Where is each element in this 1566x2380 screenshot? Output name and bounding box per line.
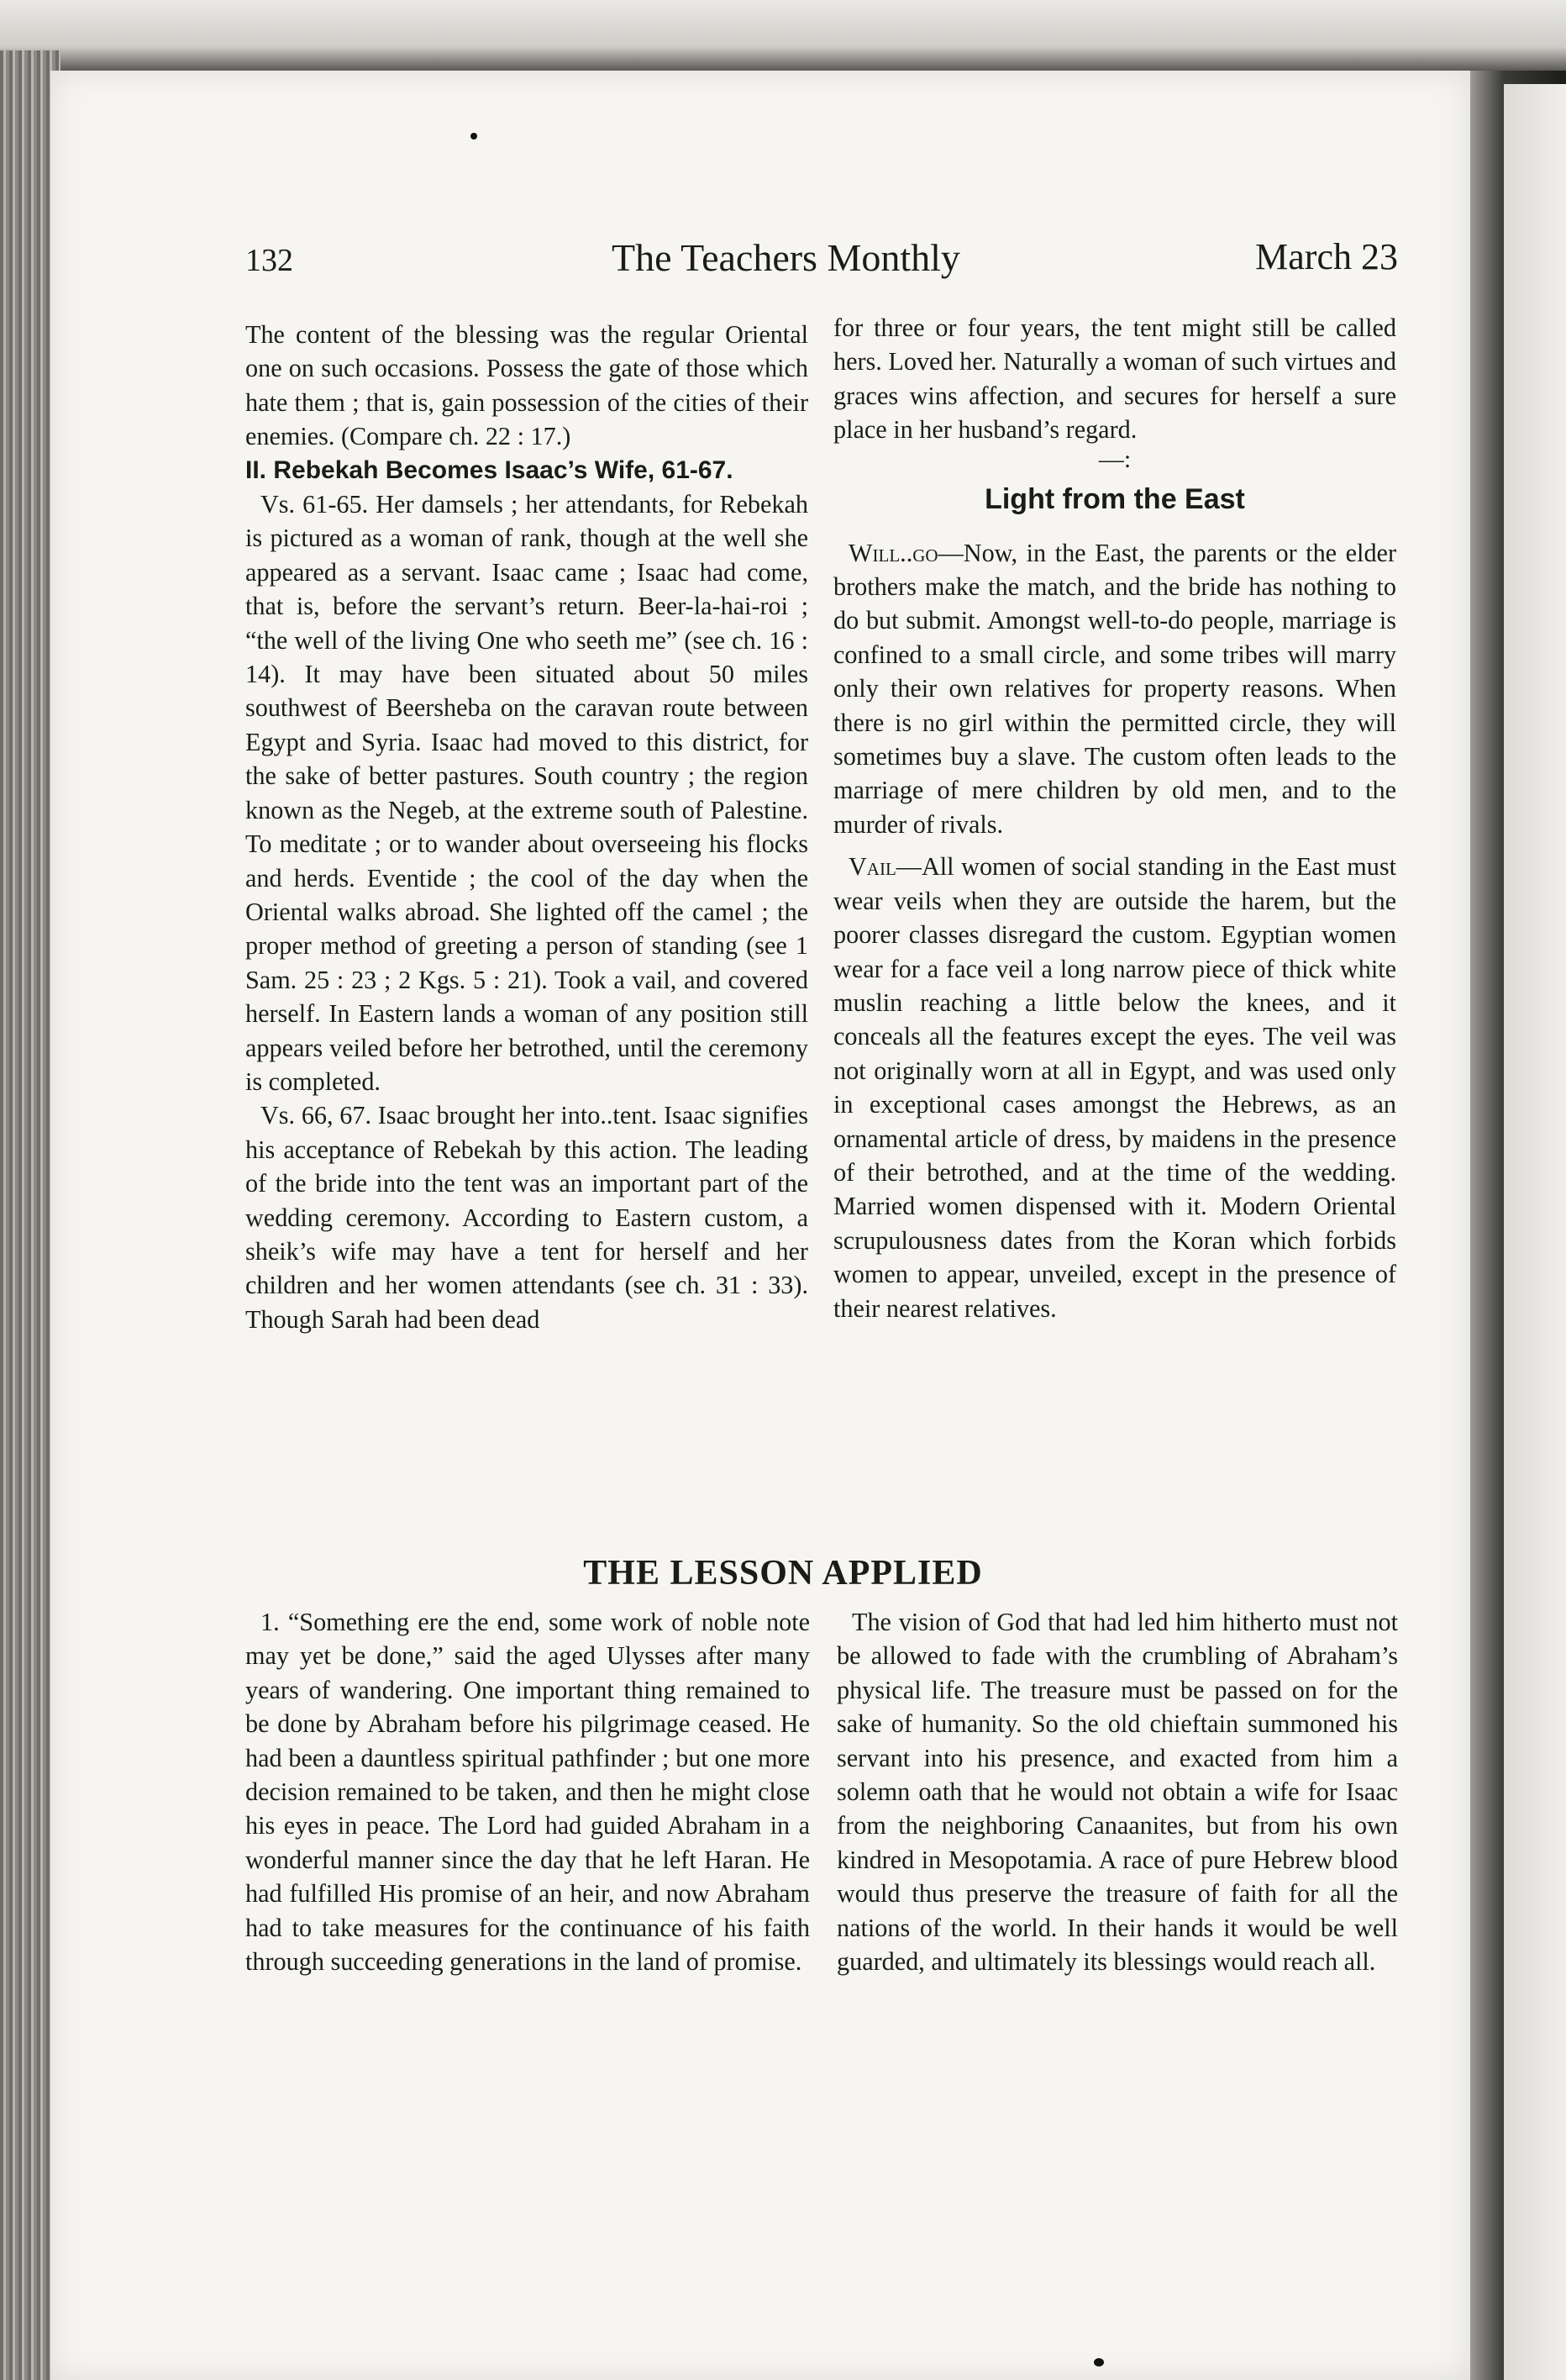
paragraph: Vs. 66, 67. Isaac brought her into..tent. Isaac signifies his acceptance of Rebekah by this action. The leading of the bride into the tent was an important part of the wedding ceremony. According to Eastern custom, a sheik’s wife may have a tent for herself and her children and her women attendants (see ch. 31 : 33). Though Sarah had been dead: [245, 1101, 808, 1334]
paragraph: 1. “Something ere the end, some work of noble note may yet be done,” said the aged Ulysses after many years of wandering. One important thing remained to be done by Abraham before his pilgrimage ceased. He had been a dauntless spiritual pathfinder ; but one more decision remained to be taken, and then he might close his eyes in peace. The Lord had guided Abraham in a wonderful manner since the day that he left Haran. He had fulfilled His promise of an heir, and now Abraham had to take measures for the continuance of his faith through succeeding generations in the land of promise.: [245, 1608, 810, 1977]
entry-text: —Now, in the East, the parents or the elder brothers make the match, and the bride has nothing to do but submit. Amongst well-to-do people, marriage is confined to a small circle, and some tribes will marry only their own relatives for property reasons. When there is no girl within the permitted circle, they will sometimes buy a slave. The custom often leads to the marriage of mere children by old men, and to the murder of rivals.: [833, 538, 1396, 839]
section-heading: II. Rebekah Becomes Isaac’s Wife, 61-67.: [245, 455, 733, 484]
paragraph: The vision of God that had led him hitherto must not be allowed to fade with the crumbling of Abraham’s physical life. The treasure must be passed on for the sake of humanity. So the old chieftain summoned his servant into his presence, and exacted from him a solemn oath that he would not obtain a wife for Isaac from the neighboring Canaanites, but from his own kindred in Mesopotamia. A race of pure Hebrew blood would thus preserve the treasure of faith for all the nations of the world. In their hands it would be well guarded, and ultimately its blessings would reach all.: [837, 1608, 1398, 1977]
running-header: [245, 235, 1398, 286]
entry-label: Vail: [849, 852, 896, 882]
entry-text: —All women of social standing in the East must wear veils when they are outside the harem, but the poorer classes disregard the custom. Egyptian women wear for a face veil a long narrow piece of thick white muslin reaching a little below the knees, and it conceals all the features except the eyes. The veil was not originally worn at all in Egypt, and was used only in exceptional cases amongst the Hebrews, as an ornamental article of dress, by maidens in the presence of their betrothed, and at the time of the wedding. Married women dispensed with it. Modern Oriental scrupulousness dates from the Koran which forbids women to appear, unveiled, except in the presence of their nearest relatives.: [833, 852, 1396, 1323]
paragraph: The content of the blessing was the regular Oriental one on such occasions. Possess the gate of those which hate them ; that is, gain possession of the cities of their enemies. (Compare ch. 22 : 17.): [245, 320, 808, 451]
column-left-bottom: [245, 1605, 810, 1978]
page-number: 132: [245, 243, 293, 278]
scan-speck: [1094, 2358, 1104, 2367]
column-left-top: [245, 318, 808, 1336]
issue-date: March 23: [1255, 236, 1398, 277]
paragraph: for three or four years, the tent might still be called hers. Loved her. Naturally a woman of such virtues and graces wins affection, and secures for herself a sure place in her husband’s regard.: [833, 313, 1396, 445]
lesson-applied-heading: THE LESSON APPLIED: [583, 1554, 983, 1593]
paragraph: Vs. 61-65. Her damsels ; her attendants, for Rebekah is pictured as a woman of rank, though at the well she appeared as a servant. Isaac came ; Isaac had come, that is, before the servant’s return. Beer-la-hai-roi ; “the well of the living One who seeth me” (see ch. 16 : 14). It may have been situated about 50 miles southwest of Beersheba on the caravan route between Egypt and Syria. Isaac had moved to this district, for the sake of better pastures. South country ; the region known as the Negeb, at the extreme south of Palestine. To meditate ; or to wander about overseeing his flocks and herds. Eventide ; the cool of the day when the Oriental walks abroad. She lighted off the camel ; the proper method of greeting a person of standing (see 1 Sam. 25 : 23 ; 2 Kgs. 5 : 21). Took a vail, and covered herself. In Eastern lands a woman of any position still appears veiled before her betrothed, until the ceremony is completed.: [245, 490, 808, 1096]
column-right-top: [833, 311, 1396, 1325]
section-heading: Light from the East: [985, 482, 1245, 515]
scan-speck: [470, 133, 477, 140]
paragraph: [833, 850, 1396, 1325]
paragraph: [833, 536, 1396, 842]
scan-background-top: [0, 0, 1566, 77]
column-right-bottom: [837, 1605, 1398, 1978]
entry-label: Will..go: [849, 538, 938, 567]
journal-title: The Teachers Monthly: [612, 236, 960, 279]
next-page-edge: [1504, 84, 1566, 2380]
section-divider: —:: [1098, 445, 1132, 473]
